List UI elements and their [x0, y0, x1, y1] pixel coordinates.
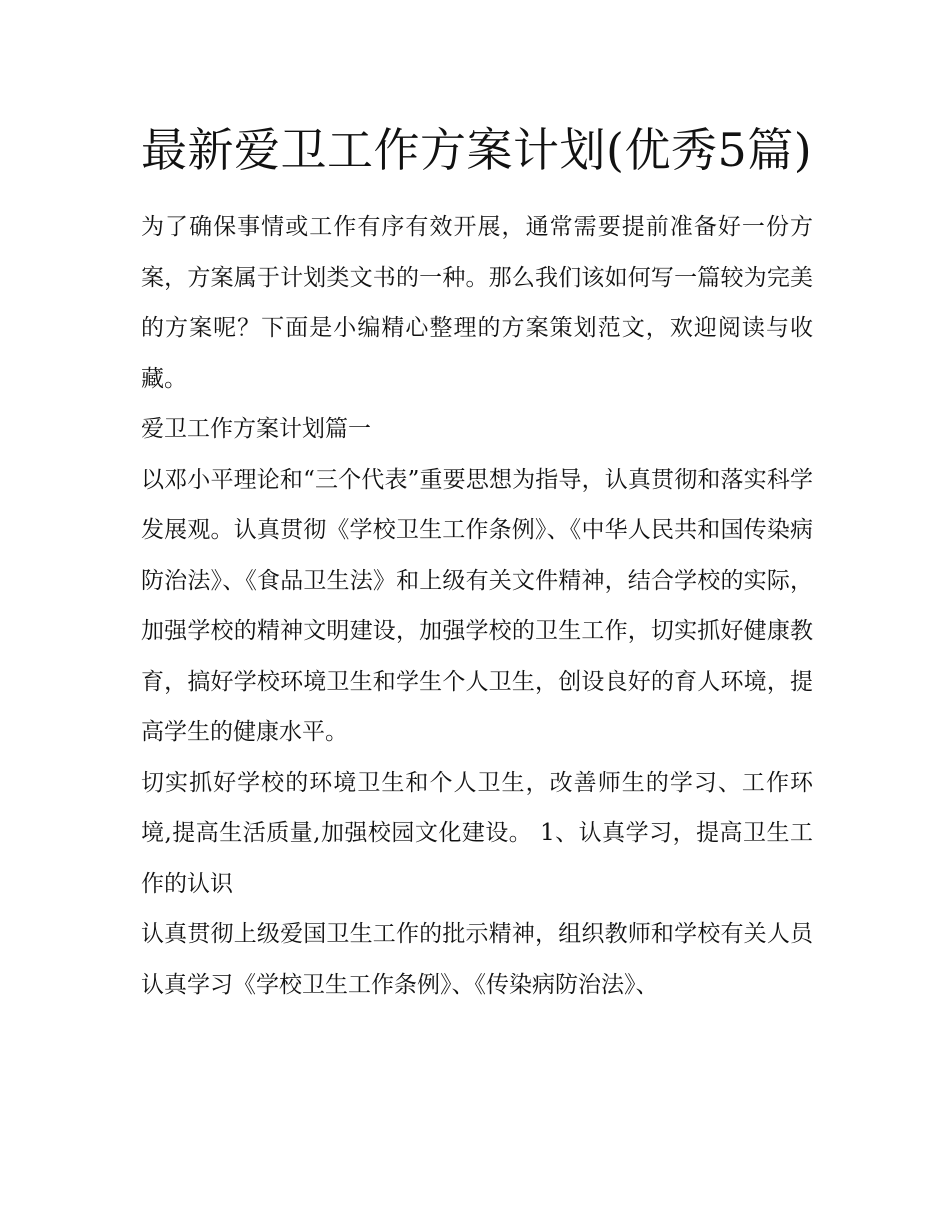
body-paragraph: 以邓小平理论和“三个代表”重要思想为指导，认真贯彻和落实科学发展观。认真贯彻《学校卫生工作条例》、《中华人民共和国传染病防治法》、《食品卫生法》和上级有关文件精神，结合学校的实际，加强学校的精神文明建设，加强学校的卫生工作，切实抓好健康教育，搞好学校环境卫生和学生个人卫生，创设良好的育人环境，提高学生的健康水平。 [141, 466, 813, 745]
body-paragraph: 切实抓好学校的环境卫生和个人卫生，改善师生的学习、工作环境,提高生活质量,加强校园文化建设。 1、认真学习，提高卫生工作的认识 [141, 769, 813, 897]
body-paragraph: 认真贯彻上级爱国卫生工作的批示精神，组织教师和学校有关人员认真学习《学校卫生工作条例》、《传染病防治法》、 [141, 921, 813, 998]
intro-paragraph: 为了确保事情或工作有序有效开展，通常需要提前准备好一份方案，方案属于计划类文书的一种。那么我们该如何写一篇较为完美的方案呢？下面是小编精心整理的方案策划范文，欢迎阅读与收藏。 [141, 214, 813, 392]
document-body [141, 112, 813, 1010]
document-title: 最新爱卫工作方案计划(优秀5篇) [141, 123, 813, 177]
section-heading: 爱卫工作方案计划篇一 [141, 416, 371, 442]
